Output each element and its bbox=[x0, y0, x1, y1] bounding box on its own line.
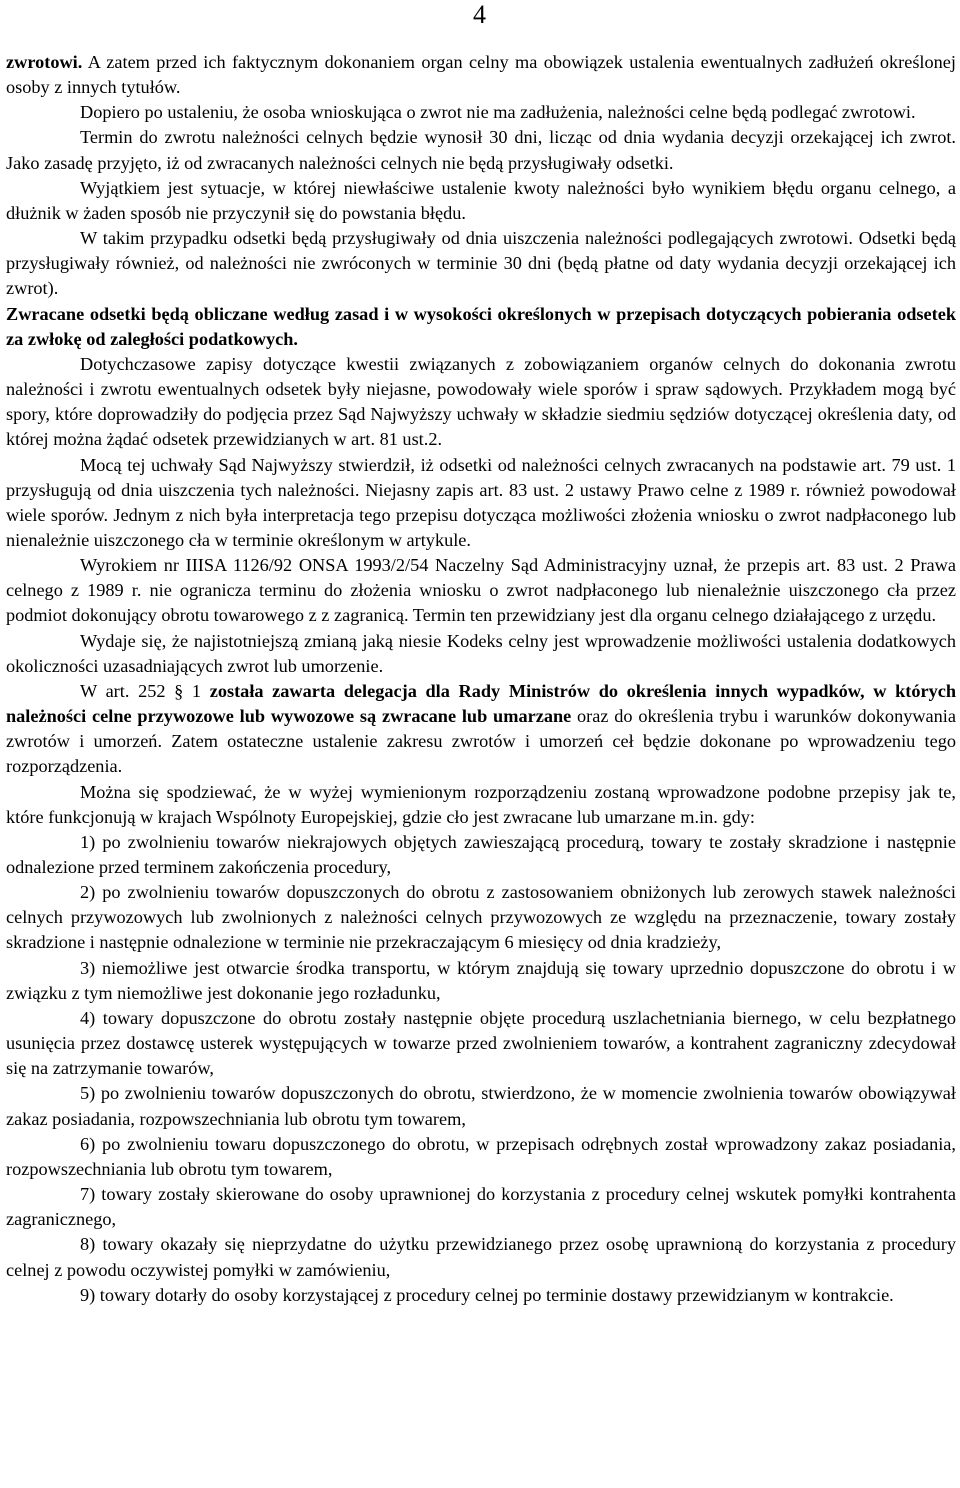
text-run: 5) po zwolnieniu towarów dopuszczonych do obrotu, stwierdzono, że w momencie zwolnienia towarów obowiązywał zakaz posiadania, rozpowszechniania lub obrotu tym towarem, bbox=[6, 1083, 956, 1129]
text-run: oraz do określenia trybu i warunków dokonywania zwrotów i umorzeń. Zatem ostateczne ustalenie zakresu zwrotów i umorzeń ceł będzie dokonane po wprowadzeniu tego rozporządzenia. bbox=[6, 706, 956, 777]
paragraph bbox=[6, 1182, 956, 1232]
page-number: 4 bbox=[473, 0, 486, 29]
text-run: W art. 252 bbox=[80, 680, 175, 701]
text-run: 1 bbox=[183, 680, 210, 701]
paragraph bbox=[6, 226, 956, 301]
paragraph bbox=[6, 176, 956, 226]
text-run: 1) po zwolnieniu towarów niekrajowych objętych zawieszającą procedurą, towary te zostały skradzione i następnie odnalezione przed terminem zakończenia procedury, bbox=[6, 831, 956, 877]
paragraph bbox=[6, 50, 956, 100]
paragraph bbox=[6, 1006, 956, 1081]
paragraph bbox=[6, 1081, 956, 1131]
text-run: Wyrokiem nr IIISA 1126/92 ONSA 1993/2/54 Naczelny Sąd Administracyjny uznał, że przepis art. 83 ust. 2 Prawa celnego z 1989 r. nie ogranicza terminu do złożenia wniosku o zwrot nadpłaconego lub nienależnie uiszczonego cła przez podmiot dokonujący obrotu towarowego z z zagranicą. Termin ten przewidziany jest dla organu celnego działającego z urzędu. bbox=[6, 555, 956, 626]
text-run: Dotychczasowe zapisy dotyczące kwestii związanych z zobowiązaniem organów celnych do dokonania zwrotu należności i zwrotu ewentualnych odsetek były niejasne, powodowały wiele sporów i spraw sądowych. Przykładem mogą być spory, które doprowadziły do podjęcia przez Sąd Najwyższy uchwały w składzie siedmiu sędziów dotyczącej określenia daty, od której można żądać odsetek przewidzianych w art. 81 ust.2. bbox=[6, 353, 956, 450]
document-body bbox=[6, 50, 956, 1308]
text-run: § bbox=[174, 680, 184, 701]
text-run: Termin do zwrotu należności celnych będzie wynosił 30 dni, licząc od dnia wydania decyzji orzekającej ich zwrot. Jako zasadę przyjęto, iż od zwracanych należności celnych nie będą przysługiwały odsetki. bbox=[6, 127, 956, 173]
paragraph bbox=[6, 553, 956, 628]
bold-text-run: zwrotowi. bbox=[6, 52, 83, 72]
paragraph bbox=[6, 302, 956, 352]
paragraph bbox=[6, 830, 956, 880]
text-run: Wyjątkiem jest sytuacje, w której niewłaściwe ustalenie kwoty należności było wynikiem błędu organu celnego, a dłużnik w żaden sposób nie przyczynił się do powstania błędu. bbox=[6, 177, 956, 223]
text-run: Wydaje się, że najistotniejszą zmianą jaką niesie Kodeks celny jest wprowadzenie możliwości ustalenia dodatkowych okoliczności uzasadniających zwrot lub umorzenie. bbox=[6, 630, 956, 676]
text-run: 9) towary dotarły do osoby korzystającej z procedury celnej po terminie dostawy przewidzianym w kontrakcie. bbox=[80, 1284, 894, 1305]
text-run: 3) niemożliwe jest otwarcie środka transportu, w którym znajdują się towary uprzednio dopuszczone do obrotu i w związku z tym niemożliwe jest dokonanie jego rozładunku, bbox=[6, 957, 956, 1003]
paragraph bbox=[6, 1132, 956, 1182]
paragraph bbox=[6, 1283, 956, 1308]
bold-text-run: Zwracane odsetki będą obliczane według zasad i w wysokości określonych w przepisach dotyczących pobierania odsetek za zwłokę od zaległości podatkowych. bbox=[6, 303, 956, 349]
text-run: 2) po zwolnieniu towarów dopuszczonych do obrotu z zastosowaniem obniżonych lub zerowych stawek należności celnych przywozowych lub zwolnionych z należności celnych przywozowych ze względu na przeznaczenie, towary zostały skradzione i następnie odnalezione w terminie nie przekraczającym 6 miesięcy od dnia kradzieży, bbox=[6, 882, 956, 953]
paragraph bbox=[6, 352, 956, 453]
text-run: W takim przypadku odsetki będą przysługiwały od dnia uiszczenia należności podlegających zwrotowi. Odsetki będą przysługiwały również, od należności nie zwróconych w terminie 30 dni (będą płatne od daty wydania decyzji orzekającej ich zwrot). bbox=[6, 228, 956, 299]
paragraph bbox=[6, 1232, 956, 1282]
text-run: A zatem przed ich faktycznym dokonaniem organ celny ma obowiązek ustalenia ewentualnych zadłużeń określonej osoby z innych tytułów. bbox=[6, 52, 956, 98]
text-run: 8) towary okazały się nieprzydatne do użytku przewidzianego przez osobę uprawnioną do korzystania z procedury celnej z powodu oczywistej pomyłki w zamówieniu, bbox=[6, 1234, 956, 1280]
paragraph bbox=[6, 679, 956, 780]
text-run: 7) towary zostały skierowane do osoby uprawnionej do korzystania z procedury celnej wskutek pomyłki kontrahenta zagranicznego, bbox=[6, 1184, 956, 1230]
paragraph bbox=[6, 780, 956, 830]
paragraph bbox=[6, 453, 956, 554]
paragraph bbox=[6, 629, 956, 679]
bold-text-run: została zawarta delegacja dla Rady Ministrów do określenia innych wypadków, w których należności celne przywozowe lub wywozowe są zwracane lub umarzane bbox=[6, 680, 956, 727]
text-run: 6) po zwolnieniu towaru dopuszczonego do obrotu, w przepisach odrębnych został wprowadzony zakaz posiadania, rozpowszechniania lub obrotu tym towarem, bbox=[6, 1133, 956, 1179]
paragraph bbox=[6, 125, 956, 175]
text-run: Można się spodziewać, że w wyżej wymienionym rozporządzeniu zostaną wprowadzone podobne przepisy jak te, które funkcjonują w krajach Wspólnoty Europejskiej, gdzie cło jest zwracane lub umarzane m.in. gdy: bbox=[6, 781, 956, 827]
text-run: Mocą tej uchwały Sąd Najwyższy stwierdził, iż odsetki od należności celnych zwracanych na podstawie art. 79 ust. 1 przysługują od dnia uiszczenia tych należności. Niejasny zapis art. 83 ust. 2 ustawy Prawo celne z 1989 r. również powodował wiele sporów. Jednym z nich była interpretacja tego przepisu dotycząca możliwości złożenia wniosku o zwrot nadpłaconego lub nienależnie uiszczonego cła w terminie określonym w artykule. bbox=[6, 454, 956, 550]
text-run: Dopiero po ustaleniu, że osoba wnioskująca o zwrot nie ma zadłużenia, należności celne będą podlegać zwrotowi. bbox=[80, 102, 916, 123]
paragraph bbox=[6, 880, 956, 955]
text-run: 4) towary dopuszczone do obrotu zostały następnie objęte procedurą uszlachetniania biernego, w celu bezpłatnego usunięcia przez dostawcę usterek występujących w towarze przed zwolnieniem towarów, a kontrahent zagraniczny zdecydował się na zatrzymanie towarów, bbox=[6, 1007, 956, 1079]
paragraph bbox=[6, 100, 956, 125]
paragraph bbox=[6, 956, 956, 1006]
